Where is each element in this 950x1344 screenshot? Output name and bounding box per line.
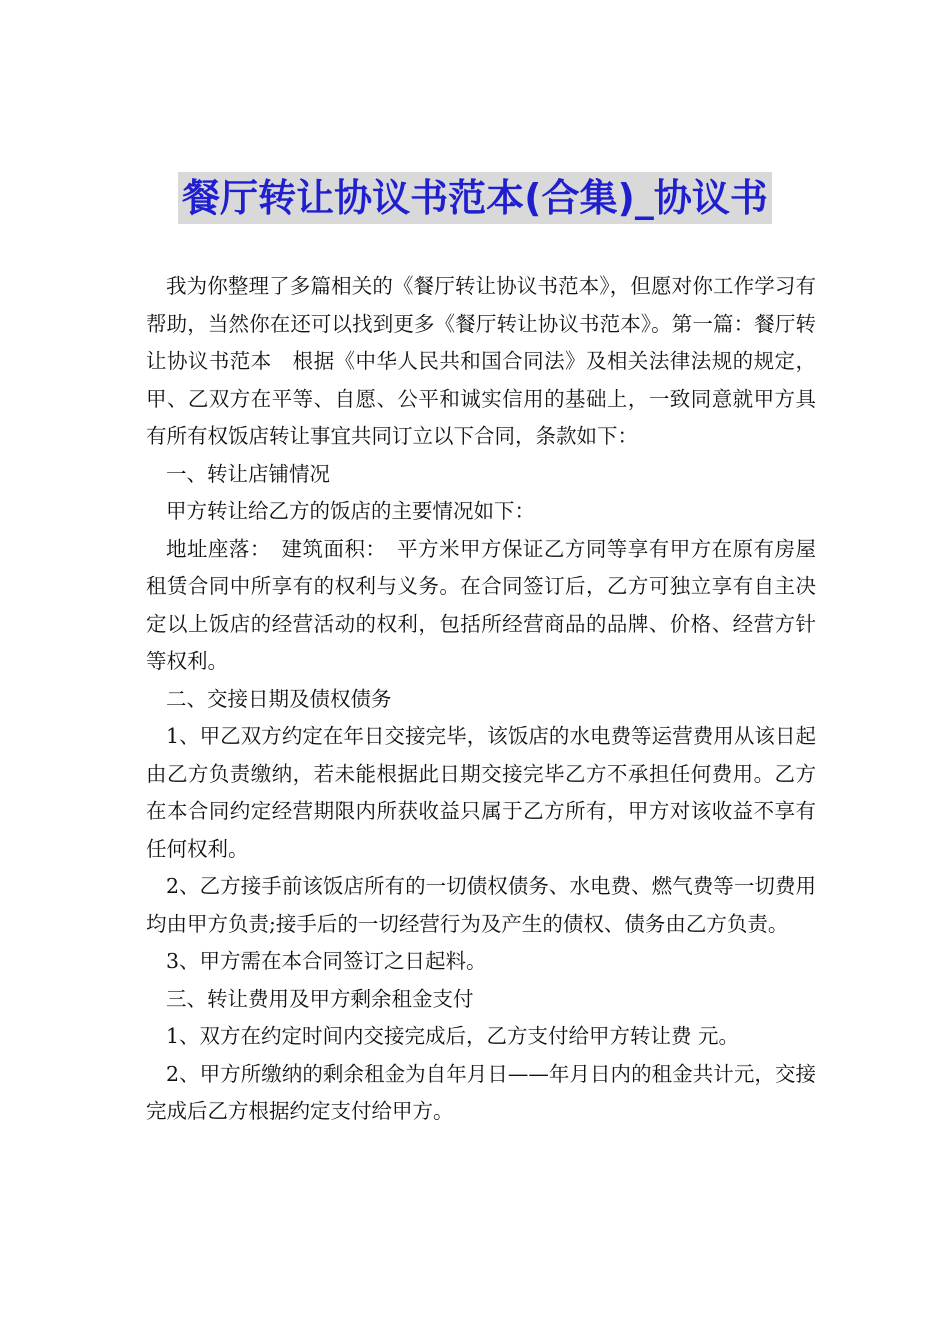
clause-item: 2、甲方所缴纳的剩余租金为自年月日——年月日内的租金共计元，交接完成后乙方根据约定支付给甲方。 xyxy=(146,1061,816,1123)
paragraph: 甲方转让给乙方的饭店的主要情况如下： xyxy=(166,499,535,523)
clause-item: 3、甲方需在本合同签订之日起料。 xyxy=(166,949,487,973)
document-body xyxy=(146,268,816,1131)
clause-item: 1、甲乙双方约定在年日交接完毕，该饭店的水电费等运营费用从该日起由乙方负责缴纳，若未能根据此日期交接完毕乙方不承担任何费用。乙方在本合同约定经营期限内所获收益只属于乙方所有，甲方对该收益不享有任何权利。 xyxy=(146,724,816,861)
section-heading-1: 一、转让店铺情况 xyxy=(166,461,330,486)
paragraph-intro: 我为你整理了多篇相关的《餐厅转让协议书范本》，但愿对你工作学习有帮助，当然你在还可以找到更多《餐厅转让协议书范本》。第一篇：餐厅转让协议书范本 根据《中华人民共和国合同法》及相关法律法规的规定，甲、乙双方在平等、自愿、公平和诚实信用的基础上，一致同意就甲方具有所有权饭店转让事宜共同订立以下合同，条款如下： xyxy=(146,274,816,448)
clause-item: 1、双方在约定时间内交接完成后，乙方支付给甲方转让费 元。 xyxy=(166,1024,740,1048)
paragraph: 地址座落： 建筑面积： 平方米甲方保证乙方同等享有甲方在原有房屋租赁合同中所享有的权利与义务。在合同签订后，乙方可独立享有自主决定以上饭店的经营活动的权利，包括所经营商品的品牌、价格、经营方针等权利。 xyxy=(146,536,816,673)
section-heading-3: 三、转让费用及甲方剩余租金支付 xyxy=(166,986,474,1011)
clause-item: 2、乙方接手前该饭店所有的一切债权债务、水电费、燃气费等一切费用均由甲方负责;接手后的一切经营行为及产生的债权、债务由乙方负责。 xyxy=(146,874,816,936)
document-title: 餐厅转让协议书范本(合集)_协议书 xyxy=(178,172,772,224)
title-container xyxy=(0,172,950,224)
section-heading-2: 二、交接日期及债权债务 xyxy=(166,686,392,711)
